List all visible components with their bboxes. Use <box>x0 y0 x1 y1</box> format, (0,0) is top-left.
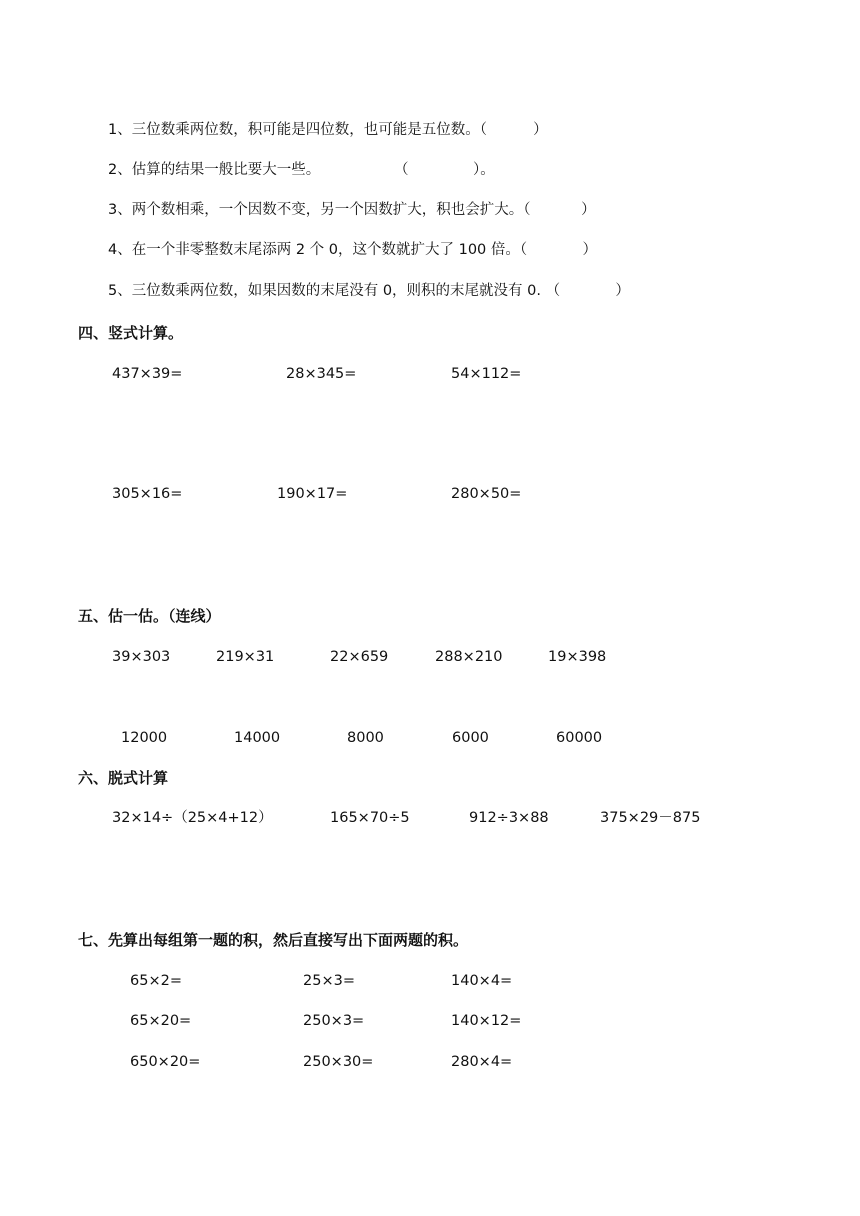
problem-item: 140×4= <box>451 973 513 989</box>
section-title-products: 七、先算出每组第一题的积，然后直接写出下面两题的积。 <box>78 931 469 949</box>
estimate-item: 8000 <box>347 730 384 746</box>
judgement-item-3: 3、两个数相乘，一个因数不变，另一个因数扩大，积也会扩大。（ ） <box>108 202 596 218</box>
expression-item: 288×210 <box>435 649 503 665</box>
estimate-item: 14000 <box>234 730 281 746</box>
section-title-estimate: 五、估一估。（连线） <box>78 607 221 625</box>
problem-item: 305×16= <box>112 486 183 502</box>
problem-item: 165×70÷5 <box>330 810 410 826</box>
problem-item: 190×17= <box>277 486 348 502</box>
estimate-item: 12000 <box>121 730 168 746</box>
judgement-item-5: 5、三位数乘两位数，如果因数的末尾没有 0，则积的末尾就没有 0. （ ） <box>108 283 630 299</box>
problem-item: 650×20= <box>130 1054 201 1070</box>
problem-item: 32×14÷（25×4+12） <box>112 810 273 826</box>
problem-item: 375×29－875 <box>600 810 701 826</box>
judgement-item-4: 4、在一个非零整数末尾添两 2 个 0，这个数就扩大了 100 倍。（ ） <box>108 242 597 258</box>
problem-item: 437×39= <box>112 366 183 382</box>
problem-item: 250×3= <box>303 1013 365 1029</box>
problem-item: 280×4= <box>451 1054 513 1070</box>
expression-item: 22×659 <box>330 649 389 665</box>
expression-item: 219×31 <box>216 649 275 665</box>
problem-item: 65×2= <box>130 973 182 989</box>
problem-item: 65×20= <box>130 1013 192 1029</box>
section-title-step-calculation: 六、脱式计算 <box>78 769 169 787</box>
expression-item: 19×398 <box>548 649 607 665</box>
expression-item: 39×303 <box>112 649 171 665</box>
problem-item: 54×112= <box>451 366 522 382</box>
problem-item: 140×12= <box>451 1013 522 1029</box>
problem-item: 912÷3×88 <box>469 810 549 826</box>
problem-item: 250×30= <box>303 1054 374 1070</box>
judgement-item-1: 1、三位数乘两位数，积可能是四位数，也可能是五位数。（ ） <box>108 122 548 138</box>
estimate-item: 60000 <box>556 730 603 746</box>
problem-item: 28×345= <box>286 366 357 382</box>
judgement-item-2: 2、估算的结果一般比要大一些。 （ ）。 <box>108 162 495 178</box>
problem-item: 25×3= <box>303 973 355 989</box>
problem-item: 280×50= <box>451 486 522 502</box>
estimate-item: 6000 <box>452 730 489 746</box>
section-title-vertical-calculation: 四、竖式计算。 <box>78 324 184 342</box>
